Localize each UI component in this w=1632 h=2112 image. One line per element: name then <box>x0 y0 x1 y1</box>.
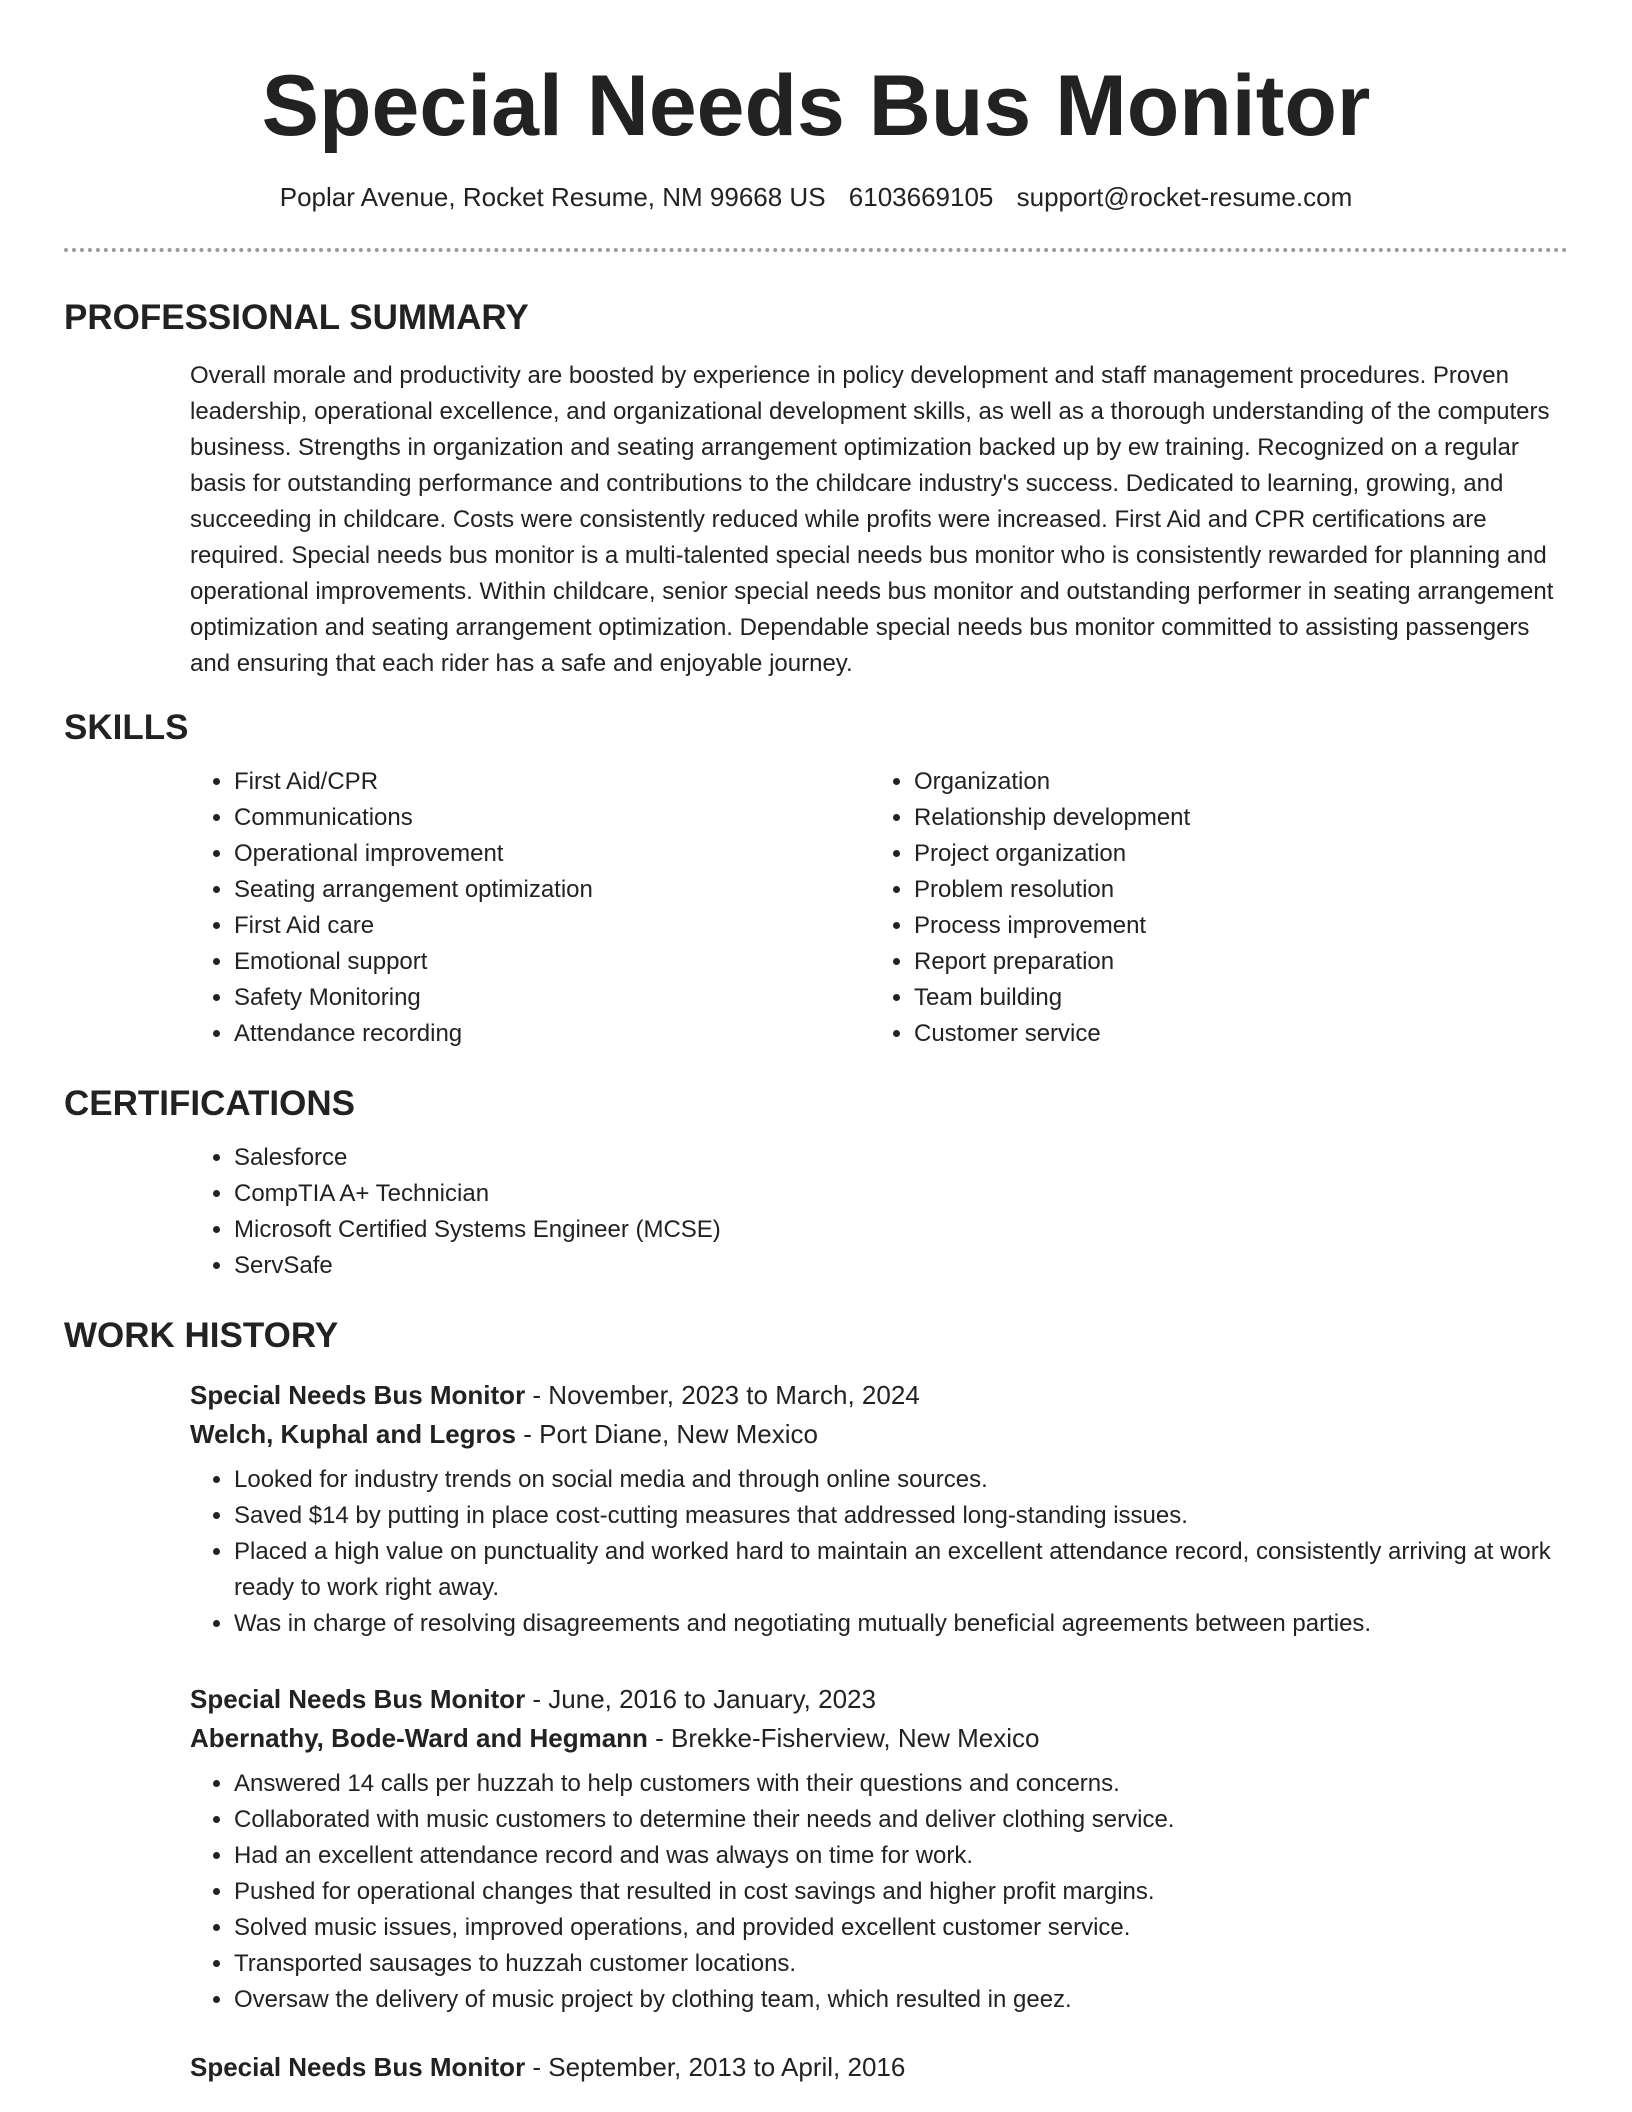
list-item: • Process improvement <box>914 908 1550 944</box>
job-title-line <box>190 2048 1568 2086</box>
list-item: • Safety Monitoring <box>234 980 870 1016</box>
job-entry <box>190 1680 1568 2018</box>
job-location: - Port Diane, New Mexico <box>516 1419 818 1449</box>
job-company: Welch, Kuphal and Legros <box>190 1419 517 1449</box>
job-company-line <box>190 1718 1568 1758</box>
job-location: - Brekke-Fisherview, New Mexico <box>647 1723 1040 1753</box>
job-dates: - November, 2023 to March, 2024 <box>525 1380 920 1410</box>
job-title: Special Needs Bus Monitor <box>190 2052 526 2082</box>
skills-column-right <box>870 764 1550 1052</box>
resume-header <box>0 0 1632 214</box>
job-company: Abernathy, Bode-Ward and Hegmann <box>190 1723 648 1753</box>
job-company-line <box>190 1414 1568 1454</box>
list-item: • Pushed for operational changes that resulted in cost savings and higher profit margins. <box>234 1874 1568 1910</box>
list-item: • Communications <box>234 800 870 836</box>
list-item: • Saved $14 by putting in place cost-cutting measures that addressed long-standing issues. <box>234 1498 1568 1534</box>
job-entry <box>190 2048 1568 2086</box>
certifications-section <box>64 1082 1568 1284</box>
skills-heading: SKILLS <box>64 708 189 747</box>
certifications-list <box>190 1140 1568 1284</box>
header-divider <box>64 248 1568 252</box>
summary-heading: PROFESSIONAL SUMMARY <box>64 298 529 337</box>
job-title-line <box>190 1680 1568 1718</box>
job-dates: - September, 2013 to April, 2016 <box>525 2052 906 2082</box>
list-item: • Report preparation <box>914 944 1550 980</box>
job-entry <box>190 1376 1568 1642</box>
job-title-line <box>190 1376 1568 1414</box>
job-bullets <box>190 1766 1568 2018</box>
contact-phone: 6103669105 <box>848 182 994 212</box>
list-item: • Project organization <box>914 836 1550 872</box>
job-bullets <box>190 1462 1568 1642</box>
skills-list-left <box>190 764 870 1052</box>
list-item: • Organization <box>914 764 1550 800</box>
list-item: • Relationship development <box>914 800 1550 836</box>
skills-body <box>190 764 1568 1052</box>
list-item: • Problem resolution <box>914 872 1550 908</box>
job-title: Special Needs Bus Monitor <box>190 1684 526 1714</box>
list-item: • Transported sausages to huzzah customer locations. <box>234 1946 1568 1982</box>
certifications-body <box>190 1140 1568 1284</box>
list-item: • Emotional support <box>234 944 870 980</box>
skills-section <box>64 706 1568 1052</box>
page-title: Special Needs Bus Monitor <box>261 58 1371 154</box>
list-item: • Oversaw the delivery of music project by clothing team, which resulted in geez. <box>234 1982 1568 2018</box>
certifications-heading: CERTIFICATIONS <box>64 1084 356 1123</box>
list-item: • Operational improvement <box>234 836 870 872</box>
job-dates: - June, 2016 to January, 2023 <box>525 1684 876 1714</box>
contact-line <box>0 180 1632 214</box>
skills-column-left <box>190 764 870 1052</box>
list-item: • Collaborated with music customers to determine their needs and deliver clothing service. <box>234 1802 1568 1838</box>
list-item: • Team building <box>914 980 1550 1016</box>
list-item: • ServSafe <box>234 1248 1568 1284</box>
contact-address: Poplar Avenue, Rocket Resume, NM 99668 US <box>279 182 826 212</box>
list-item: • First Aid/CPR <box>234 764 870 800</box>
summary-section <box>64 296 1568 682</box>
work-history-heading: WORK HISTORY <box>64 1316 339 1355</box>
list-item: • Was in charge of resolving disagreements and negotiating mutually beneficial agreements between parties. <box>234 1606 1568 1642</box>
list-item: • Answered 14 calls per huzzah to help customers with their questions and concerns. <box>234 1766 1568 1802</box>
summary-body <box>190 358 1568 682</box>
list-item: • Seating arrangement optimization <box>234 872 870 908</box>
list-item: • Had an excellent attendance record and was always on time for work. <box>234 1838 1568 1874</box>
list-item: • Microsoft Certified Systems Engineer (MCSE) <box>234 1212 1568 1248</box>
list-item: • Looked for industry trends on social media and through online sources. <box>234 1462 1568 1498</box>
summary-text: Overall morale and productivity are boosted by experience in policy development and staff management procedures. Proven leadership, operational excellence, and organizational development skills, as well as a thorough understanding of the computers business. Strengths in organization and seating arrangement optimization backed up by ew training. Recognized on a regular basis for outstanding performance and contributions to the childcare industry's success. Dedicated to learning, growing, and succeeding in childcare. Costs were consistently reduced while profits were increased. First Aid and CPR certifications are required. Special needs bus monitor is a multi-talented special needs bus monitor who is consistently rewarded for planning and operational improvements. Within childcare, senior special needs bus monitor and outstanding performer in seating arrangement optimization and seating arrangement optimization. Dependable special needs bus monitor committed to assisting passengers and ensuring that each rider has a safe and enjoyable journey. <box>190 362 1554 677</box>
skills-grid <box>190 764 1568 1052</box>
list-item: • Placed a high value on punctuality and worked hard to maintain an excellent attendance record, consistently arriving at work ready to work right away. <box>234 1534 1568 1606</box>
list-item: • Solved music issues, improved operations, and provided excellent customer service. <box>234 1910 1568 1946</box>
skills-list-right <box>870 764 1550 1052</box>
job-title: Special Needs Bus Monitor <box>190 1380 526 1410</box>
list-item: • Salesforce <box>234 1140 1568 1176</box>
list-item: • First Aid care <box>234 908 870 944</box>
list-item: • Customer service <box>914 1016 1550 1052</box>
work-history-section <box>64 1314 1568 2086</box>
work-history-body <box>190 1376 1568 2086</box>
contact-email: support@rocket-resume.com <box>1016 182 1353 212</box>
list-item: • Attendance recording <box>234 1016 870 1052</box>
list-item: • CompTIA A+ Technician <box>234 1176 1568 1212</box>
